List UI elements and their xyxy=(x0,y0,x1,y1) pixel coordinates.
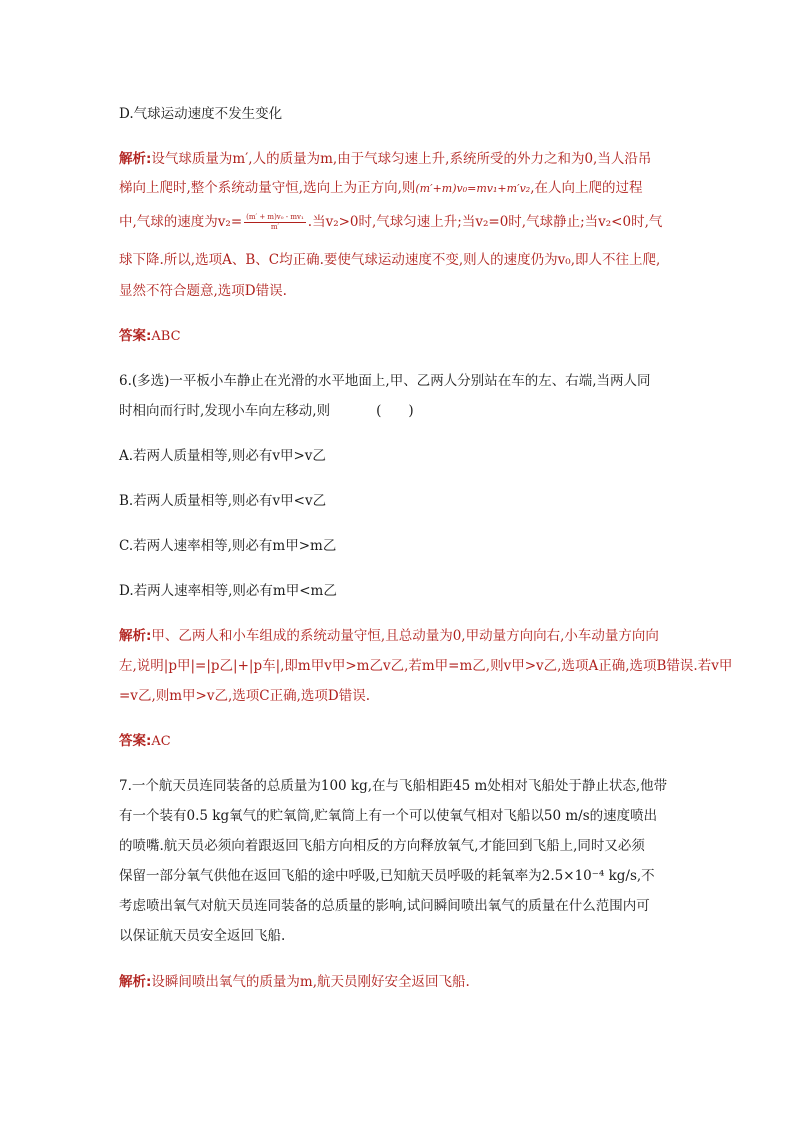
q6-option-c: C.若两人速率相等,则必有m甲>m乙 xyxy=(119,538,337,554)
answer-label: 答案: xyxy=(119,733,152,749)
q7-stem-line5: 考虑喷出氧气对航天员连同装备的总质量的影响,试问瞬间喷出氧气的质量在什么范围内可 xyxy=(119,898,650,914)
analysis-label: 解析: xyxy=(119,628,152,644)
q5-analysis-line2: 梯向上爬时,整个系统动量守恒,选向上为正方向,则(m′+m)v₀=mv₁+m′v₂,在人向上爬的过程 xyxy=(119,180,643,196)
q6-answer: 答案:AC xyxy=(119,733,171,749)
q5-analysis-line4: 球下降.所以,选项A、B、C均正确.要使气球运动速度不变,则人的速度仍为v₀,即人不往上爬, xyxy=(119,252,661,268)
answer-bracket: ( ) xyxy=(376,403,414,419)
q6-option-d: D.若两人速率相等,则必有m甲<m乙 xyxy=(119,583,337,599)
q6-stem-line2: 时相向而行时,发现小车向左移动,则 ( ) xyxy=(119,403,414,419)
q5-analysis-line3: 中,气球的速度为v₂= $\frac{\text{(m′ + m)v₀ - mv₁}}{m'}$ .当v₂>0时,气球匀速上升;当v₂=0时,气球静止;当v₂<0时,气 xyxy=(119,213,663,231)
q5-analysis-line1: 解析:设气球质量为m′,人的质量为m,由于气球匀速上升,系统所受的外力之和为0,当人沿吊 xyxy=(119,151,652,167)
q6-option-b: B.若两人质量相等,则必有v甲<v乙 xyxy=(119,493,327,509)
q7-stem-line6: 以保证航天员安全返回飞船. xyxy=(119,928,286,944)
q6-analysis-line3: =v乙,则m甲>v乙,选项C正确,选项D错误. xyxy=(119,688,370,704)
q7-analysis-line1: 解析:设瞬间喷出氧气的质量为m,航天员刚好安全返回飞船. xyxy=(119,974,470,990)
q6-option-a: A.若两人质量相等,则必有v甲>v乙 xyxy=(119,448,326,464)
q6-analysis-line1: 解析:甲、乙两人和小车组成的系统动量守恒,且总动量为0,甲动量方向向右,小车动量方向向 xyxy=(119,628,659,644)
q6-analysis-line2: 左,说明|p甲|=|p乙|+|p车|,即m甲v甲>m乙v乙,若m甲=m乙,则v甲>v乙,选项A正确,选项B错误.若v甲 xyxy=(119,658,733,674)
momentum-equation: (m′+m)v₀=mv₁+m′v₂ xyxy=(415,182,531,195)
analysis-label: 解析: xyxy=(119,974,152,990)
q5-answer: 答案:ABC xyxy=(119,328,181,344)
answer-label: 答案: xyxy=(119,328,152,344)
analysis-label: 解析: xyxy=(119,151,152,167)
q7-stem-line2: 有一个装有0.5 kg氧气的贮氧筒,贮氧筒上有一个可以使氧气相对飞船以50 m/s的速度喷出 xyxy=(119,808,658,824)
balloon-velocity-fraction: $\frac{\text{(m′ + m)v₀ - mv₁}}{m'}$ xyxy=(246,213,304,231)
q7-stem-line4: 保留一部分氧气供他在返回飞船的途中呼吸,已知航天员呼吸的耗氧率为2.5×10⁻⁴ kg/s,不 xyxy=(119,868,655,884)
q5-option-d: D.气球运动速度不发生变化 xyxy=(119,106,283,122)
q7-stem-line1: 7.一个航天员连同装备的总质量为100 kg,在与飞船相距45 m处相对飞船处于静止状态,他带 xyxy=(119,778,668,794)
q6-stem-line1: 6.(多选)一平板小车静止在光滑的水平地面上,甲、乙两人分别站在车的左、右端,当两人同 xyxy=(119,373,651,389)
q5-analysis-line5: 显然不符合题意,选项D错误. xyxy=(119,283,287,299)
q7-stem-line3: 的喷嘴.航天员必须向着跟返回飞船方向相反的方向释放氧气,才能回到飞船上,同时又必须 xyxy=(119,838,645,854)
